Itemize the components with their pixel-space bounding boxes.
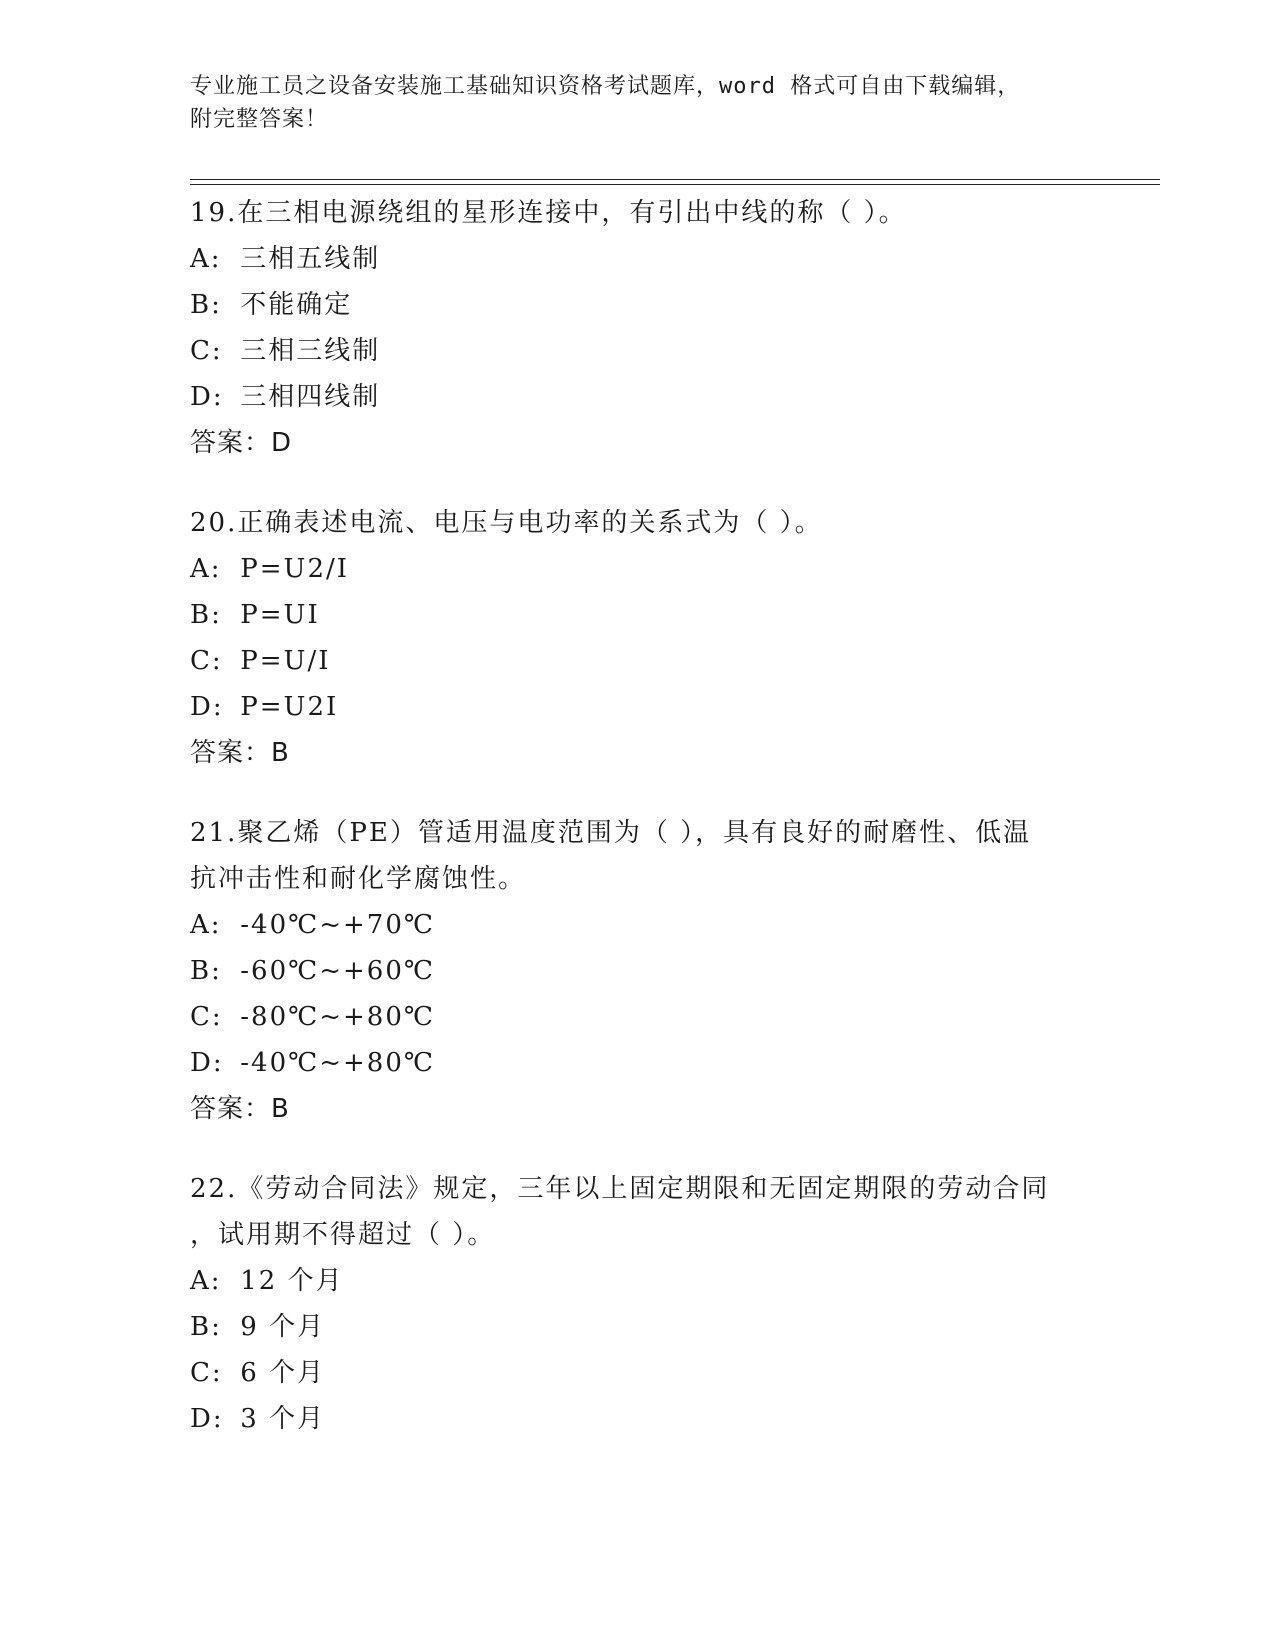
option-text: 3 个月 [240,1404,326,1434]
answer-option [190,1258,1090,1304]
option-letter: D: [190,382,224,412]
answer-key: 答案：B [190,1094,290,1124]
question-block [190,500,1090,776]
option-text: 不能确定 [240,290,353,320]
option-letter: D: [190,1048,224,1078]
question-stem: ，试用期不得超过（ ）。 [190,1220,496,1250]
question-block [190,810,1090,1132]
header-line-2: 附完整答案！ [190,107,329,132]
option-letter: A: [190,1266,222,1296]
answer-option [190,1396,1090,1442]
answer-option [190,684,1090,730]
question-stem: 21.聚乙烯（PE）管适用温度范围为（ ），具有良好的耐磨性、低温 [190,818,1032,848]
question-stem: 22.《劳动合同法》规定，三年以上固定期限和无固定期限的劳动合同 [190,1174,1050,1204]
question-list [190,190,1090,1476]
answer-option [190,1350,1090,1396]
option-text: -40℃~+80℃ [240,1048,435,1078]
question-block [190,190,1090,466]
option-letter: A: [190,554,222,584]
option-text: P=U2I [240,692,339,722]
option-letter: C: [190,646,223,676]
document-header [190,70,1070,136]
question-stem: 抗冲击性和耐化学腐蚀性。 [190,864,527,894]
option-letter: B: [190,956,222,986]
header-divider-bottom [190,184,1160,185]
answer-option [190,638,1090,684]
answer-option [190,948,1090,994]
header-divider-top [190,179,1160,180]
answer-option [190,236,1090,282]
option-text: 12 个月 [240,1266,344,1296]
answer-key: 答案：B [190,738,290,768]
option-text: P=U2/I [240,554,350,584]
option-text: -80℃~+80℃ [240,1002,435,1032]
option-letter: C: [190,1002,223,1032]
answer-option [190,1040,1090,1086]
option-letter: C: [190,1358,223,1388]
option-letter: B: [190,600,222,630]
option-text: 三相五线制 [240,244,381,274]
option-letter: A: [190,910,222,940]
option-letter: B: [190,290,222,320]
header-line-1: 专业施工员之设备安装施工基础知识资格考试题库，word 格式可自由下载编辑， [190,74,1021,99]
option-letter: A: [190,244,222,274]
answer-option [190,546,1090,592]
option-text: P=U/I [240,646,331,676]
answer-option [190,994,1090,1040]
option-text: -40℃~+70℃ [240,910,435,940]
option-text: 三相三线制 [240,336,381,366]
answer-option [190,374,1090,420]
answer-key: 答案：D [190,428,293,458]
option-letter: D: [190,692,224,722]
answer-option [190,592,1090,638]
question-stem: 19.在三相电源绕组的星形连接中，有引出中线的称（ ）。 [190,198,907,228]
option-letter: B: [190,1312,222,1342]
option-letter: D: [190,1404,224,1434]
question-block [190,1166,1090,1442]
option-letter: C: [190,336,223,366]
option-text: 6 个月 [240,1358,326,1388]
answer-option [190,328,1090,374]
option-text: 9 个月 [240,1312,326,1342]
answer-option [190,902,1090,948]
question-stem: 20.正确表述电流、电压与电功率的关系式为（ ）。 [190,508,823,538]
answer-option [190,1304,1090,1350]
option-text: -60℃~+60℃ [240,956,435,986]
option-text: P=UI [240,600,320,630]
option-text: 三相四线制 [240,382,381,412]
answer-option [190,282,1090,328]
